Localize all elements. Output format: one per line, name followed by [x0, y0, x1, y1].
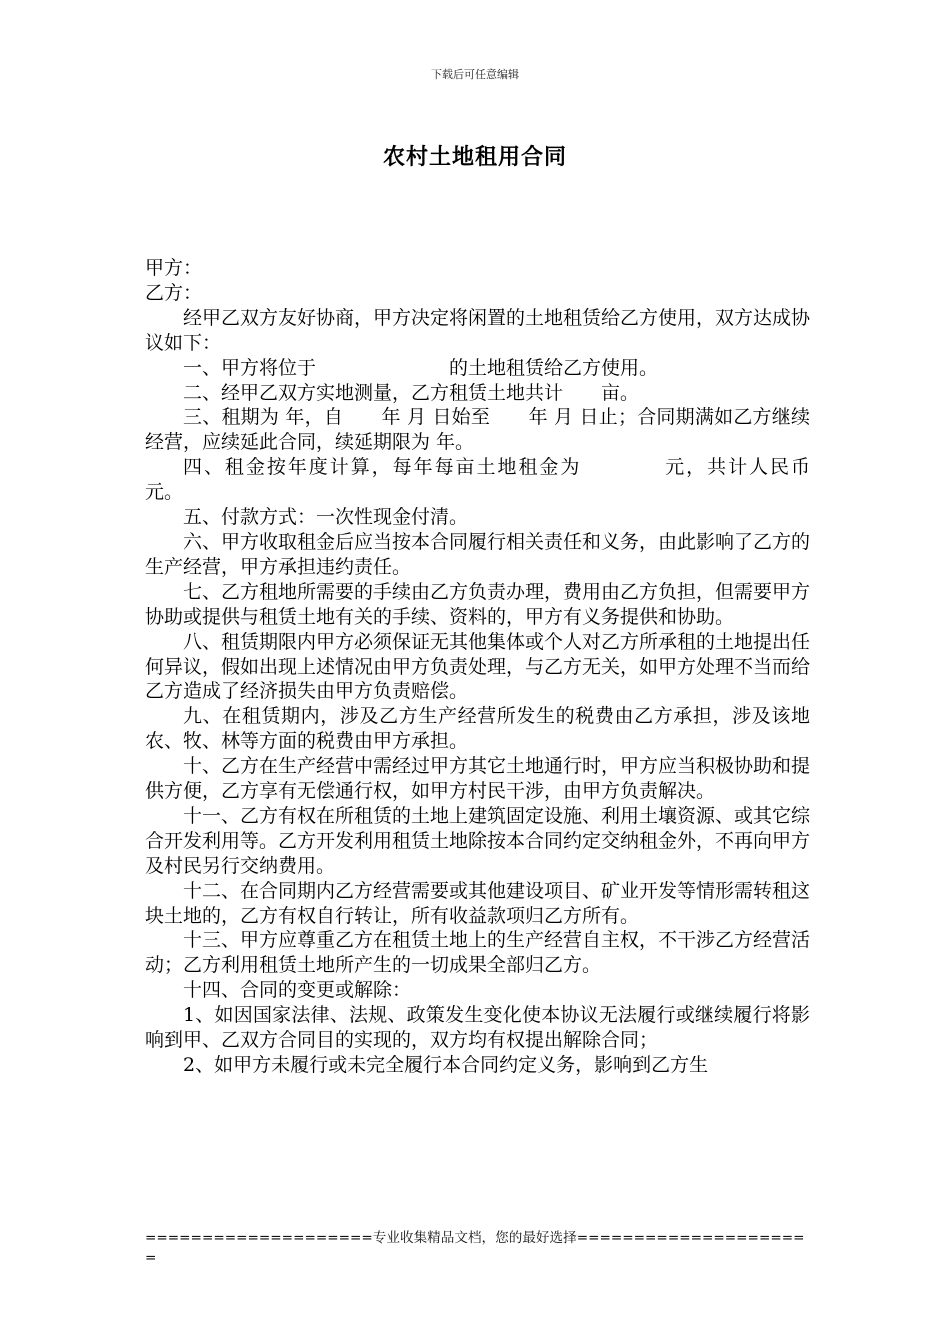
- document-title: 农村土地租用合同: [382, 145, 567, 170]
- header-note: 下载后可任意编辑: [431, 68, 519, 81]
- clause-9: 九、在租赁期内，涉及乙方生产经营所发生的税费由乙方承担，涉及该地农、牧、林等方面的税费由甲方承担。: [145, 705, 810, 753]
- clause-7: 七、乙方租地所需要的手续由乙方负责办理，费用由乙方负担，但需要甲方协助或提供与租赁土地有关的手续、资料的，甲方有义务提供和协助。: [145, 580, 811, 628]
- clause-4: 四、租金按年度计算，每年每亩土地租金为 元，共计人民币 元。: [145, 456, 887, 504]
- contract-body: [145, 256, 887, 1078]
- clause-1: 一、甲方将位于 的土地租赁给乙方使用。: [183, 356, 659, 379]
- clause-10: 十、乙方在生产经营中需经过甲方其它土地通行时，甲方应当积极协助和提供方便，乙方享有无偿通行权，如甲方村民干涉，由甲方负责解决。: [145, 755, 811, 803]
- clause-14-item-2: 2、如甲方未履行或未完全履行本合同约定义务，影响到乙方生: [183, 1054, 709, 1076]
- clause-5: 五、付款方式：一次性现金付清。: [183, 506, 469, 529]
- clause-12: 十二、在合同期内乙方经营需要或其他建设项目、矿业开发等情形需转租这块土地的，乙方有权自行转让，所有收益款项归乙方所有。: [145, 879, 811, 927]
- footer-banner: ====================专业收集精品文档，您的最好选择=====================: [145, 1230, 805, 1266]
- intro-paragraph: 经甲乙双方友好协商，甲方决定将闲置的土地租赁给乙方使用，双方达成协议如下：: [145, 306, 811, 354]
- clause-11: 十一、乙方有权在所租赁的土地上建筑固定设施、利用土壤资源、或其它综合开发利用等。乙方开发利用租赁土地除按本合同约定交纳租金外，不再向甲方及村民另行交纳费用。: [145, 804, 811, 877]
- clause-13: 十三、甲方应尊重乙方在租赁土地上的生产经营自主权，不干涉乙方经营活动；乙方利用租赁土地所产生的一切成果全部归乙方。: [145, 929, 811, 977]
- clause-6: 六、甲方收取租金后应当按本合同履行相关责任和义务，由此影响了乙方的生产经营，甲方承担违约责任。: [145, 530, 811, 578]
- party-a-line: 甲方：: [145, 257, 203, 279]
- clause-14-item-1: 1、如因国家法律、法规、政策发生变化使本协议无法履行或继续履行将影响到甲、乙双方合同目的实现的，双方均有权提出解除合同；: [145, 1004, 810, 1052]
- clause-14: 十四、合同的变更或解除：: [183, 979, 412, 1002]
- clause-8: 八、租赁期限内甲方必须保证无其他集体或个人对乙方所承租的土地提出任何异议，假如出现上述情况由甲方负责处理，与乙方无关，如甲方处理不当而给乙方造成了经济损失由甲方负责赔偿。: [145, 630, 811, 703]
- clause-2: 二、经甲乙双方实地测量，乙方租赁土地共计 亩。: [183, 381, 640, 404]
- party-b-line: 乙方：: [145, 281, 203, 304]
- clause-3: 三、租期为 年，自 年 月 日始至 年 月 日止；合同期满如乙方继续经营，应续延此合同，续延期限为 年。: [145, 406, 810, 454]
